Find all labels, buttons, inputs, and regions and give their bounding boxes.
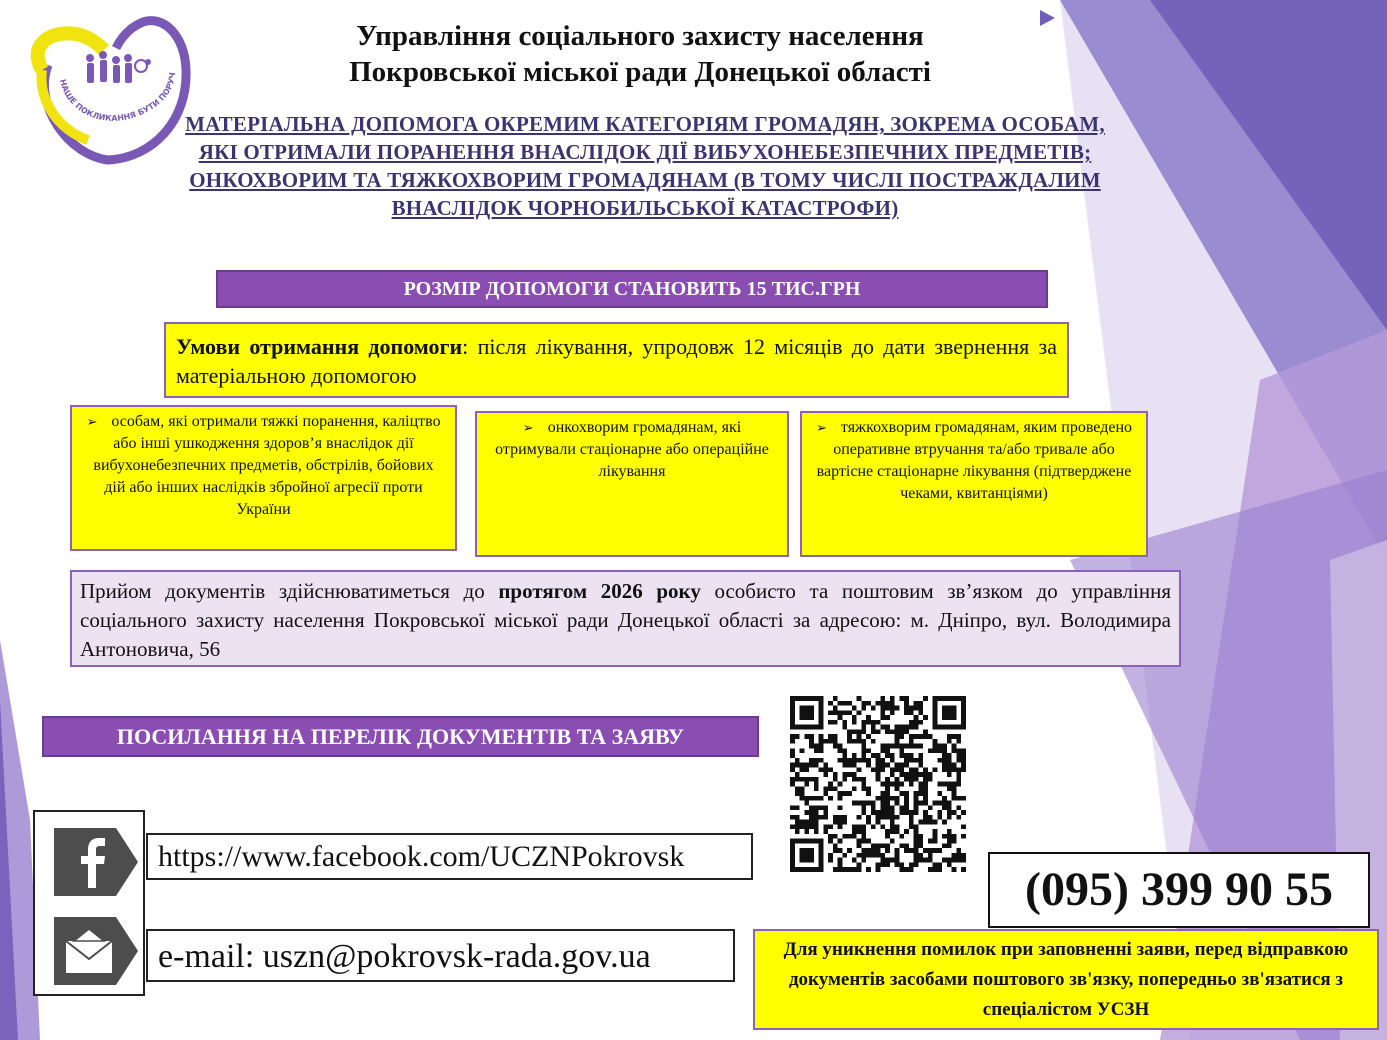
arrow-bullet-icon: ➢ [86,414,98,429]
arrow-bullet-icon: ➢ [816,420,827,435]
org-title-line1: Управління соціального захисту населення [356,20,924,52]
organization-title [240,18,1040,90]
conditions-label: Умови отримання допомоги [176,334,463,359]
org-title-line2: Покровської міської ради Донецької області [349,56,931,88]
logo-slogan: НАШЕ ПОКЛИКАННЯ БУТИ ПОРУЧ [57,71,178,123]
document-reception-info [70,570,1181,667]
assistance-subject: МАТЕРІАЛЬНА ДОПОМОГА ОКРЕМИМ КАТЕГОРІЯМ ГРОМАДЯН, ЗОКРЕМА ОСОБАМ, ЯКІ ОТРИМАЛИ ПОРАНЕННЯ ВНАСЛІДОК ДІЇ ВИБУХОНЕБЕЗПЕЧНИХ ПРЕДМЕТІВ; ОНКОХВОРИМ ТА ТЯЖКОХВОРИМ ГРОМАДЯНАМ (В ТОМУ ЧИСЛІ ПОСТРАЖДАЛИМ ВНАСЛІДОК ЧОРНОБИЛЬСЬКОЇ КАТАСТРОФИ) [185,112,1105,220]
arrow-bullet-icon: ➢ [522,420,534,435]
phone-number[interactable]: (095) 399 90 55 [988,852,1370,928]
conditions-text: : після лікування, упродовж 12 місяців до дати звернення за матеріальною допомогою [176,334,1057,388]
uszn-logo [28,10,194,168]
category-text: онкохворим громадянам, які отримували стаціонарне або операційне лікування [495,419,769,480]
category-card-seriously-ill [800,411,1148,557]
qr-code[interactable] [790,696,966,872]
mail-icon[interactable] [54,917,138,985]
contact-specialist-note: Для уникнення помилок при заповненні заяви, перед відправкою документів засобами поштового зв'язку, попередньо зв'язатися з спеціалістом УСЗН [753,929,1379,1030]
reception-text-start: Прийом документів здійснюватиметься до [80,579,499,603]
reception-text-end: особисто та поштовим зв’язком до управління соціального захисту населення Покровської міської ради Донецької області за адресою: м. Дніпро, вул. Володимира Антоновича, 56 [80,579,1171,661]
email-address[interactable]: e-mail: uszn@pokrovsk-rada.gov.ua [146,929,735,982]
category-text: тяжкохворим громадянам, яким проведено оперативне втручання та/або тривале або вартісне стаціонарне лікування (підтверджене чеками, квитанціями) [816,419,1132,502]
facebook-icon[interactable] [54,828,138,896]
category-card-injured [70,405,457,551]
assistance-amount-banner: РОЗМІР ДОПОМОГИ СТАНОВИТЬ 15 ТИС.ГРН [216,270,1048,308]
conditions-box [164,322,1069,398]
reception-period: протягом 2026 року [498,579,701,603]
category-card-oncology [475,411,789,557]
category-text: особам, які отримали тяжкі поранення, каліцтво або інші ушкодження здоров’я внаслідок дії вибухонебезпечних предметів, обстрілів, бойових дій або інших наслідків збройної агресії проти України [93,413,441,518]
facebook-link[interactable]: https://www.facebook.com/UCZNPokrovsk [146,833,753,880]
documents-link-banner[interactable]: ПОСИЛАННЯ НА ПЕРЕЛІК ДОКУМЕНТІВ ТА ЗАЯВУ [42,716,759,757]
